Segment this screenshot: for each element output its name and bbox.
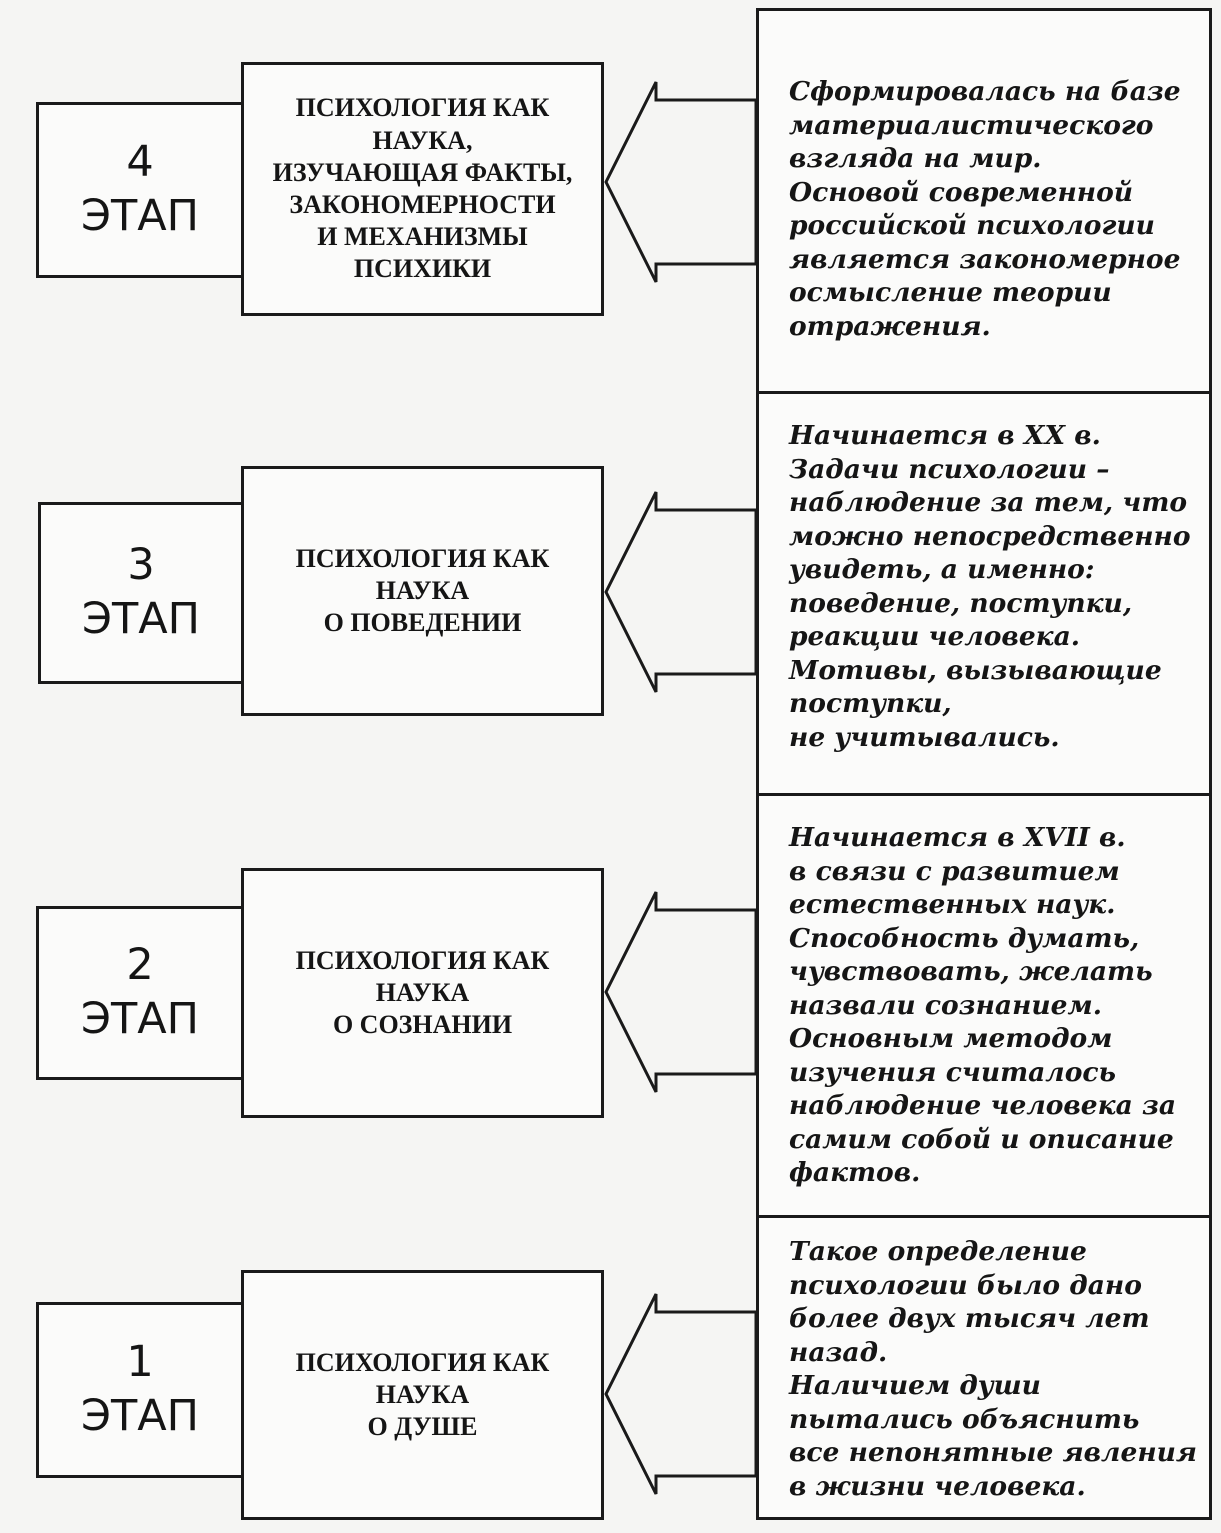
description-row-2	[759, 821, 1209, 1190]
description-line: материалистического	[789, 109, 1154, 141]
description-row-3	[759, 419, 1209, 754]
stage-number: 3	[127, 540, 155, 591]
description-line: более двух тысяч лет	[789, 1303, 1150, 1334]
title-line: И МЕХАНИЗМЫ	[317, 222, 528, 252]
description-line: Начинается в XVII в.	[789, 822, 1126, 853]
title-box-1	[241, 1270, 604, 1520]
description-line: Мотивы, вызывающие	[789, 654, 1162, 686]
description-row-4	[759, 75, 1209, 343]
title-line: НАУКА	[375, 1379, 470, 1409]
description-line: пытались объяснить	[789, 1403, 1140, 1435]
description-line: назвали сознанием.	[789, 989, 1102, 1021]
description-line: чувствовать, желать	[789, 956, 1153, 987]
stage-number: 4	[126, 137, 154, 188]
description-row-1	[759, 1235, 1209, 1503]
title-line: ЗАКОНОМЕРНОСТИ	[289, 190, 556, 219]
title-line: ПСИХОЛОГИЯ КАК	[295, 1347, 550, 1377]
description-line: в связи с развитием	[789, 855, 1120, 887]
arrow-row-4	[606, 82, 756, 282]
description-line: поведение, поступки,	[789, 587, 1133, 619]
title-line: НАУКА,	[372, 125, 473, 155]
description-line: Основой современной	[789, 176, 1134, 208]
title-box-4	[241, 62, 604, 316]
description-line: самим собой и описание	[789, 1123, 1174, 1155]
stage-word: ЭТАП	[80, 1391, 200, 1441]
stage-number: 2	[126, 940, 154, 991]
title-line: ПСИХОЛОГИЯ КАК	[295, 93, 550, 123]
description-line: изучения считалось	[789, 1056, 1116, 1088]
description-line: реакции человека.	[789, 621, 1081, 652]
stage-box-1	[36, 1302, 244, 1478]
description-line: наблюдение человека за	[789, 1090, 1177, 1121]
arrow-row-2	[606, 892, 756, 1092]
stage-box-2	[36, 906, 244, 1080]
description-line: отражения.	[789, 310, 991, 342]
title-line: ИЗУЧАЮЩАЯ ФАКТЫ,	[272, 157, 573, 187]
description-line: Такое определение	[789, 1236, 1087, 1267]
row-divider	[759, 793, 1209, 796]
description-line: Наличием души	[789, 1370, 1041, 1401]
description-line: поступки,	[789, 688, 952, 719]
title-line: О ДУШЕ	[367, 1412, 478, 1442]
title-line: НАУКА	[375, 575, 470, 605]
description-line: можно непосредственно	[789, 520, 1191, 552]
description-line: осмысление теории	[789, 277, 1112, 308]
description-line: не учитывались.	[789, 721, 1060, 753]
description-line: в жизни человека.	[789, 1470, 1086, 1502]
stage-word: ЭТАП	[80, 191, 200, 241]
stage-number: 1	[126, 1337, 154, 1388]
description-line: является закономерное	[789, 243, 1181, 275]
description-line: все непонятные явления	[789, 1437, 1197, 1468]
title-box-3	[241, 466, 604, 716]
row-divider	[759, 1215, 1209, 1218]
description-line: российской психологии	[789, 210, 1155, 241]
description-line: Сформировалась на базе	[789, 76, 1181, 107]
description-line: взгляда на мир.	[789, 143, 1042, 174]
description-line: Задачи психологии –	[789, 453, 1110, 485]
description-line: назад.	[789, 1336, 888, 1368]
arrow-row-1	[606, 1294, 756, 1494]
stage-word: ЭТАП	[80, 994, 200, 1044]
title-line: О ПОВЕДЕНИИ	[323, 608, 522, 638]
arrow-row-3	[606, 492, 756, 692]
title-line: ПСИХИКИ	[353, 254, 492, 284]
description-line: естественных наук.	[789, 889, 1116, 920]
description-line: фактов.	[789, 1157, 921, 1188]
title-line: НАУКА	[375, 977, 470, 1007]
description-line: психологии было дано	[789, 1269, 1142, 1301]
stage-word: ЭТАП	[81, 594, 201, 644]
description-line: увидеть, а именно:	[789, 554, 1095, 585]
title-line: ПСИХОЛОГИЯ КАК	[295, 543, 550, 573]
title-box-2	[241, 868, 604, 1118]
stage-box-4	[36, 102, 244, 278]
description-line: Основным методом	[789, 1023, 1113, 1054]
description-line: Начинается в XX в.	[789, 420, 1101, 451]
row-divider	[759, 391, 1209, 394]
title-line: О СОЗНАНИИ	[332, 1010, 513, 1040]
title-line: ПСИХОЛОГИЯ КАК	[295, 945, 550, 975]
description-column	[756, 8, 1212, 1520]
description-line: Способность думать,	[789, 922, 1140, 954]
description-line: наблюдение за тем, что	[789, 487, 1188, 518]
stage-box-3	[38, 502, 244, 684]
